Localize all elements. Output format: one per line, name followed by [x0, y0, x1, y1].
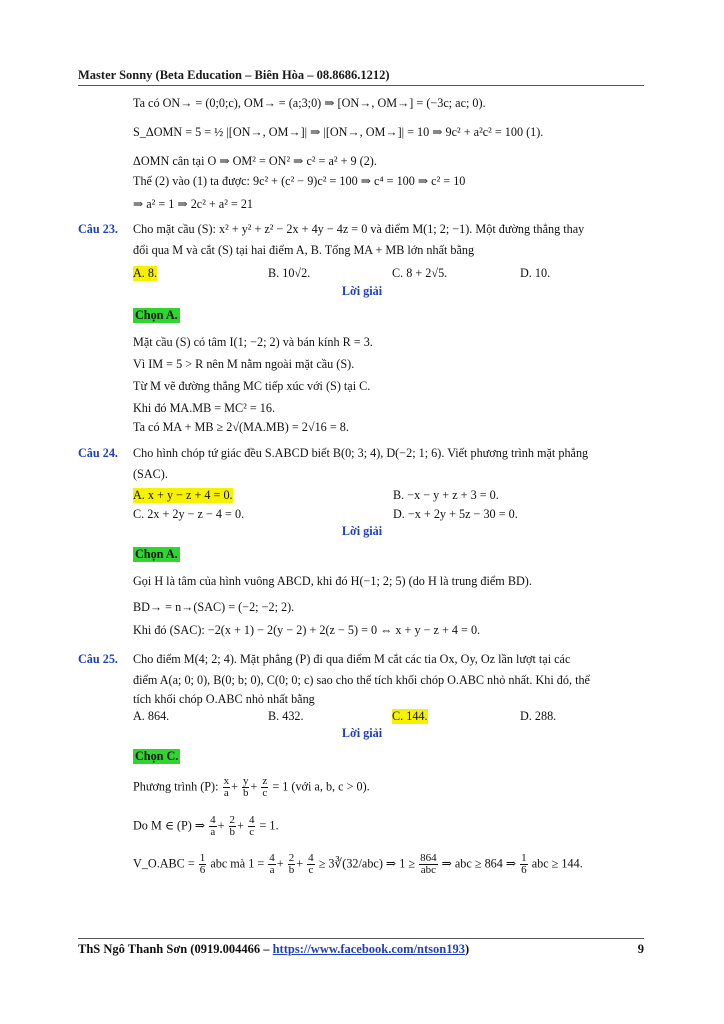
question-24-option-d: D. −x + 2y + 5z − 30 = 0.	[393, 507, 518, 521]
question-23-answer: Chọn A.	[135, 308, 178, 322]
fraction-1-over-6-2: $\frac{1}{6}$	[521, 852, 527, 876]
question-23-option-d: D. 10.	[520, 266, 551, 280]
prev-line-4: Thế (2) vào (1) ta được: 9c² + (c² − 9)c² = 100 ⇒ c⁴ = 100 ⇒ c² = 10	[133, 174, 466, 188]
question-23-option-b: B. 10√2.	[268, 266, 311, 280]
fraction-x-over-a: $\frac{x}{a}$	[223, 775, 230, 799]
question-25-answer: Chọn C.	[135, 749, 179, 763]
fraction-y-over-b: $\frac{y}{b}$	[242, 775, 249, 799]
question-25-solution-2: Do M ∈ (P) ⇒ $\frac{4}{a}$ + $\frac{2}{b}$ + $\frac{4}{c}$ = 1.	[133, 814, 279, 838]
fraction-864-over-abc: $\frac{864}{\text{abc}}$	[420, 852, 437, 876]
question-23-solution-4: Khi đó MA.MB = MC² = 16.	[133, 401, 276, 415]
page-number: 9	[637, 942, 644, 956]
solution-1-suffix: = 1 (với a, b, c > 0).	[272, 779, 370, 794]
solution-3-prefix: V_O.ABC =	[133, 856, 198, 871]
fraction-1-over-6: $\frac{1}{6}$	[199, 852, 206, 876]
question-25-solution-3: V_O.ABC = $\frac{1}{6}$ abc mà 1 = $\frac{4}{a}$ + $\frac{2}{b}$ + $\frac{4}{c}$ ≥ 3∛(32/abc) ⇒ 1 ≥ $\frac{864}{\text{abc}}$ ⇒ abc ≥ 864 ⇒ $\frac{1}{6}$ abc ≥ 144.	[133, 852, 583, 876]
question-23-solution-5: Ta có MA + MB ≥ 2√(MA.MB) = 2√16 = 8.	[133, 420, 349, 434]
footer-facebook-link[interactable]: https://www.facebook.com/ntson193	[272, 942, 465, 956]
question-25-solution-title: Lời giải	[341, 726, 383, 740]
solution-2-prefix: Do M ∈ (P) ⇒	[133, 818, 209, 833]
question-25-option-a: A. 864.	[133, 709, 170, 723]
question-24-option-a: A. x + y − z + 4 = 0.	[133, 488, 233, 502]
prev-line-3: ΔOMN cân tại O ⇒ OM² = ON² ⇒ c² = a² + 9 (2).	[133, 154, 377, 168]
prev-line-5: ⇒ a² = 1 ⇒ 2c² + a² = 21	[133, 197, 254, 211]
question-25-option-c: C. 144.	[392, 709, 428, 723]
fraction-4-over-a: $\frac{4}{a}$	[210, 814, 216, 838]
fraction-z-over-c: $\frac{z}{c}$	[262, 775, 268, 799]
question-24-answer: Chọn A.	[135, 547, 178, 561]
question-23-solution-3: Từ M vẽ đường thẳng MC tiếp xúc với (S) tại C.	[133, 379, 371, 393]
question-24-option-b: B. −x − y + z + 3 = 0.	[393, 488, 499, 502]
question-24-stem-2: (SAC).	[133, 467, 168, 481]
question-23-label: Câu 23.	[78, 222, 118, 236]
footer-author-text: ThS Ngô Thanh Sơn (0919.004466 –	[78, 942, 273, 956]
question-23-stem-1: Cho mặt cầu (S): x² + y² + z² − 2x + 4y − 4z = 0 và điểm M(1; 2; −1). Một đường thẳng thay	[133, 222, 585, 236]
footer-divider	[78, 938, 644, 939]
question-24-solution-2: BD→ = n→(SAC) = (−2; −2; 2).	[133, 600, 295, 614]
fraction-2-over-b: $\frac{2}{b}$	[229, 814, 236, 838]
solution-3-post: ⇒ abc ≥ 864 ⇒	[441, 856, 520, 871]
solution-2-suffix: = 1.	[259, 818, 279, 833]
question-25-option-b: B. 432.	[268, 709, 304, 723]
question-25-solution-1: Phương trình (P): $\frac{x}{a}$ + $\frac{y}{b}$ + $\frac{z}{c}$ = 1 (với a, b, c > 0).	[133, 775, 370, 799]
question-24-solution-1: Gọi H là tâm của hình vuông ABCD, khi đó H(−1; 2; 5) (do H là trung điểm BD).	[133, 574, 532, 588]
question-24-label: Câu 24.	[78, 446, 118, 460]
question-25-option-d: D. 288.	[520, 709, 557, 723]
fraction-2-over-b-2: $\frac{2}{b}$	[288, 852, 295, 876]
solution-3-mid: abc mà 1 =	[210, 856, 268, 871]
prev-line-2: S_ΔOMN = 5 = ½ |[ON→, OM→]| ⇒ |[ON→, OM→]| = 10 ⇒ 9c² + a²c² = 100 (1).	[133, 125, 544, 139]
question-24-stem-1: Cho hình chóp tứ giác đều S.ABCD biết B(0; 3; 4), D(−2; 1; 6). Viết phương trình mặt phẳng	[133, 446, 589, 460]
question-23-option-a: A. 8.	[133, 266, 158, 280]
solution-3-mid2: ≥ 3∛(32/abc) ⇒ 1 ≥	[318, 856, 419, 871]
question-23-solution-2: Vì IM = 5 > R nên M nằm ngoài mặt cầu (S).	[133, 357, 355, 371]
header-divider	[78, 85, 644, 86]
footer-author	[78, 942, 469, 957]
footer-close-paren: )	[464, 942, 470, 956]
question-23-stem-2: đổi qua M và cắt (S) tại hai điểm A, B. Tổng MA + MB lớn nhất bằng	[133, 243, 475, 257]
page-header: Master Sonny (Beta Education – Biên Hòa – 08.8686.1212)	[78, 68, 390, 82]
question-25-label: Câu 25.	[78, 652, 118, 666]
solution-3-end: abc ≥ 144.	[531, 856, 583, 871]
question-23-solution-1: Mặt cầu (S) có tâm I(1; −2; 2) và bán kính R = 3.	[133, 335, 373, 349]
question-23-solution-title: Lời giải	[341, 284, 383, 298]
solution-1-prefix: Phương trình (P):	[133, 779, 222, 794]
question-25-stem-3: tích khối chóp O.ABC nhỏ nhất bằng	[133, 692, 315, 706]
fraction-4-over-c: $\frac{4}{c}$	[248, 814, 255, 838]
question-25-stem-2: điểm A(a; 0; 0), B(0; b; 0), C(0; 0; c) sao cho thể tích khối chóp O.ABC nhỏ nhất. Khi đó, thể	[133, 673, 590, 687]
question-25-stem-1: Cho điểm M(4; 2; 4). Mặt phẳng (P) đi qua điểm M cắt các tia Ox, Oy, Oz lần lượt tại các	[133, 652, 571, 666]
fraction-4-over-a-2: $\frac{4}{a}$	[269, 852, 275, 876]
question-24-solution-title: Lời giải	[341, 524, 383, 538]
question-24-solution-3: Khi đó (SAC): −2(x + 1) − 2(y − 2) + 2(z − 5) = 0 ⇔ x + y − z + 4 = 0.	[133, 623, 481, 637]
question-23-option-c: C. 8 + 2√5.	[392, 266, 448, 280]
prev-line-1: Ta có ON→ = (0;0;c), OM→ = (a;3;0) ⇒ [ON→, OM→] = (−3c; ac; 0).	[133, 96, 486, 110]
question-24-option-c: C. 2x + 2y − z − 4 = 0.	[133, 507, 245, 521]
fraction-4-over-c-2: $\frac{4}{c}$	[308, 852, 314, 876]
page-footer	[78, 942, 644, 957]
